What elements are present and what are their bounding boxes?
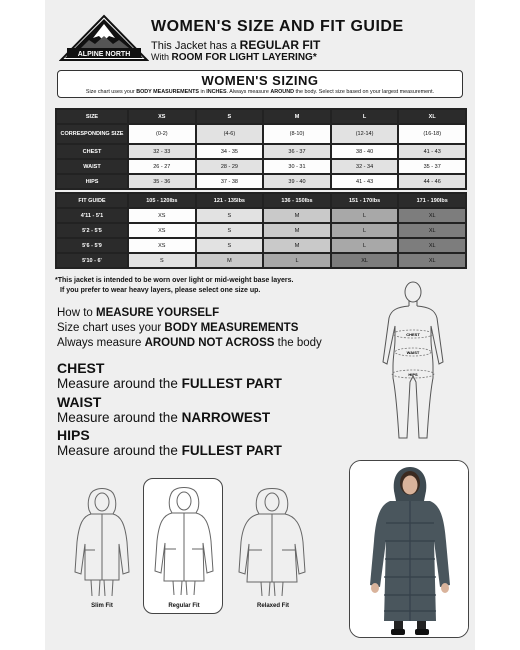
table-cell: (16-18) (399, 125, 465, 143)
table-cell: 32 - 34 (332, 160, 398, 173)
table-cell: XL (399, 224, 465, 237)
relaxed-fit-label: Relaxed Fit (256, 603, 289, 609)
section-name: WAIST (57, 394, 102, 410)
slim-fit-sketch (67, 484, 137, 600)
column-header: FIT GUIDE (57, 194, 127, 207)
table-cell: 39 - 40 (264, 175, 330, 188)
column-header: L (332, 110, 398, 123)
table-cell: XL (332, 254, 398, 267)
table-cell: 41 - 43 (332, 175, 398, 188)
table-cell: 38 - 40 (332, 145, 398, 158)
table-cell: 30 - 31 (264, 160, 330, 173)
table-cell: (0-2) (129, 125, 195, 143)
section-desc: Measure around the FULLEST PART (57, 443, 282, 458)
table-cell: S (129, 254, 195, 267)
column-header: M (264, 110, 330, 123)
table-row (57, 224, 465, 237)
table-cell: 35 - 37 (399, 160, 465, 173)
table-cell: 37 - 38 (197, 175, 263, 188)
table-row (57, 175, 465, 188)
table-cell: XL (399, 254, 465, 267)
row-label: CORRESPONDING SIZE (57, 125, 127, 143)
table-cell: S (197, 224, 263, 237)
table-cell: M (197, 254, 263, 267)
fit-guide-table (55, 192, 467, 269)
product-photo-card (349, 460, 469, 638)
measure-line-1: How to MEASURE YOURSELF (57, 307, 220, 319)
layering-line: With ROOM FOR LIGHT LAYERING* (151, 52, 317, 63)
table-cell: M (264, 209, 330, 222)
note-line-2: If you prefer to wear heavy layers, please select one size up. (60, 286, 261, 294)
measure-instructions (57, 306, 322, 351)
table-cell: L (264, 254, 330, 267)
column-header: XS (129, 110, 195, 123)
table-row (57, 209, 465, 222)
table-cell: L (332, 224, 398, 237)
row-label: 5'10 - 6' (57, 254, 127, 267)
table-cell: (4-6) (197, 125, 263, 143)
table-row (57, 125, 465, 143)
section-desc: Measure around the NARROWEST (57, 410, 271, 425)
table-cell: XL (399, 239, 465, 252)
table-cell: 32 - 33 (129, 145, 195, 158)
fit-table-header-row (57, 194, 465, 207)
logo-text: ALPINE NORTH (77, 51, 131, 58)
size-guide-page (45, 0, 475, 650)
table-cell: XL (399, 209, 465, 222)
body-label-waist: WAIST (406, 350, 420, 355)
table-cell: S (197, 209, 263, 222)
table-row (57, 145, 465, 158)
table-cell: 44 - 46 (399, 175, 465, 188)
fit-line: This Jacket has a REGULAR FIT (151, 38, 321, 52)
table-cell: M (264, 224, 330, 237)
table-cell: 41 - 43 (399, 145, 465, 158)
table-row (57, 239, 465, 252)
measure-line-3: Always measure AROUND NOT ACROSS the body (57, 337, 322, 349)
regular-fit-label: Regular Fit (168, 603, 200, 609)
table-cell: 26 - 27 (129, 160, 195, 173)
note-line-1: *This jacket is intended to be worn over light or mid-weight base layers. (55, 277, 294, 284)
table-row (57, 254, 465, 267)
column-header: S (197, 110, 263, 123)
table-row (57, 160, 465, 173)
section-name: CHEST (57, 360, 105, 376)
jacket-model-image (350, 461, 469, 638)
page-title: WOMEN'S SIZE AND FIT GUIDE (151, 18, 404, 35)
regular-fit-sketch (149, 483, 219, 599)
table-cell: 34 - 35 (197, 145, 263, 158)
column-header: SIZE (57, 110, 127, 123)
alpine-north-logo (59, 14, 149, 62)
row-label: 5'2 - 5'5 (57, 224, 127, 237)
waist-section (57, 395, 270, 425)
column-header: XL (399, 110, 465, 123)
body-label-hips: HIPS (408, 372, 418, 377)
table-cell: L (332, 239, 398, 252)
body-measure-figure (367, 278, 459, 448)
slim-fit-label: Slim Fit (91, 603, 113, 609)
table-cell: XS (129, 224, 195, 237)
regular-fit-card (143, 478, 223, 614)
size-table-header-row (57, 110, 465, 123)
sizing-banner (57, 70, 463, 98)
row-label: WAIST (57, 160, 127, 173)
sizing-title: WOMEN'S SIZING (201, 73, 319, 88)
table-cell: L (332, 209, 398, 222)
table-cell: (8-10) (264, 125, 330, 143)
layering-note (55, 276, 293, 295)
column-header: 136 - 150lbs (264, 194, 330, 207)
table-cell: (12-14) (332, 125, 398, 143)
section-name: HIPS (57, 427, 90, 443)
column-header: 151 - 170lbs (332, 194, 398, 207)
sizing-note: Size chart uses your BODY MEASUREMENTS in INCHES. Always measure AROUND the body. Select size based on your largest measurement. (85, 89, 435, 95)
table-cell: 36 - 37 (264, 145, 330, 158)
section-desc: Measure around the FULLEST PART (57, 376, 282, 391)
table-cell: XS (129, 209, 195, 222)
table-cell: 28 - 29 (197, 160, 263, 173)
row-label: 4'11 - 5'1 (57, 209, 127, 222)
relaxed-fit-sketch (235, 484, 309, 600)
measure-line-2: Size chart uses your BODY MEASUREMENTS (57, 322, 299, 334)
row-label: HIPS (57, 175, 127, 188)
row-label: 5'6 - 5'9 (57, 239, 127, 252)
table-cell: XS (129, 239, 195, 252)
row-label: CHEST (57, 145, 127, 158)
column-header: 171 - 190lbs (399, 194, 465, 207)
body-label-chest: CHEST (406, 332, 420, 337)
chest-section (57, 361, 282, 391)
table-cell: S (197, 239, 263, 252)
column-header: 121 - 135lbs (197, 194, 263, 207)
table-cell: M (264, 239, 330, 252)
size-chart-table (55, 108, 467, 190)
table-cell: 35 - 36 (129, 175, 195, 188)
column-header: 105 - 120lbs (129, 194, 195, 207)
hips-section (57, 428, 282, 458)
